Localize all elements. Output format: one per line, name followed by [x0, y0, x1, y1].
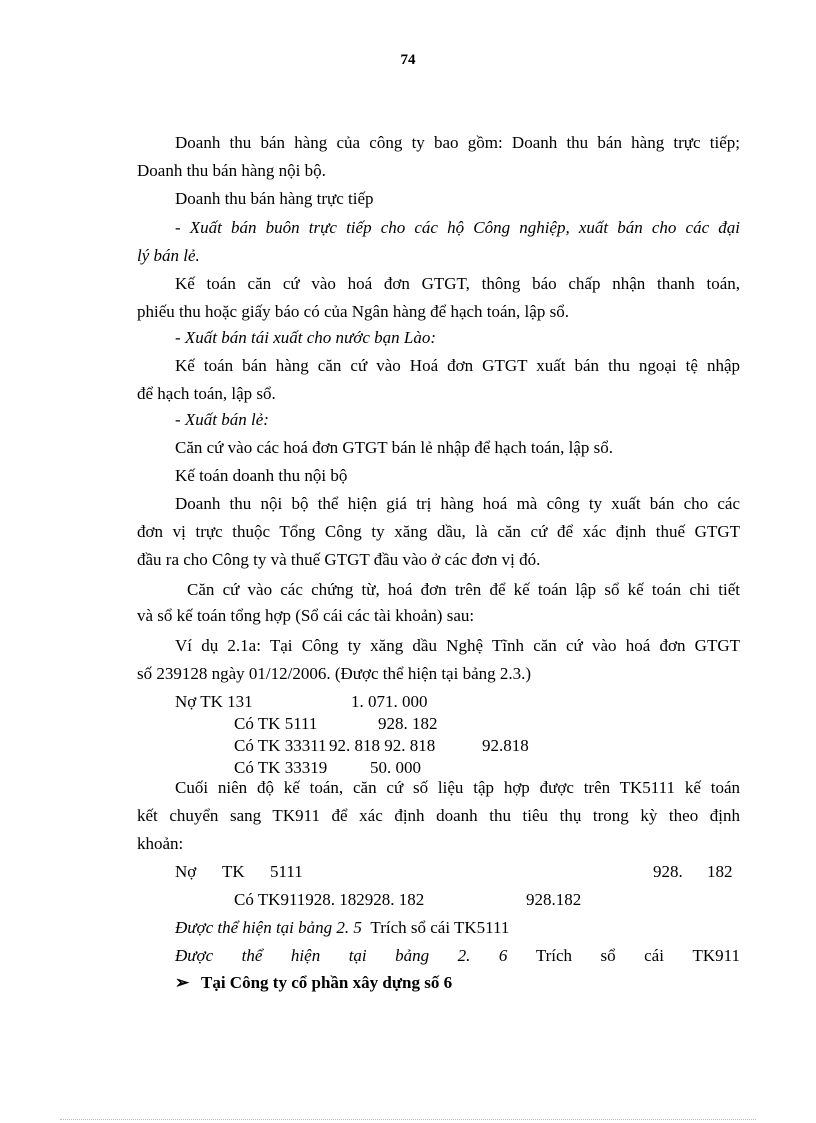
reference-word: sổ	[600, 946, 616, 965]
paragraph-line: Cuối niên độ kế toán, căn cứ số liệu tập hợp được trên TK5111 kế toán	[175, 778, 740, 797]
entry-account: Nợ TK 131	[175, 692, 253, 711]
page-bottom-border	[60, 1119, 756, 1120]
paragraph-line: đơn vị trực thuộc Tổng Công ty xăng dầu, là căn cứ để xác định thuế GTGT	[137, 522, 740, 541]
company-heading	[175, 973, 778, 993]
entry-label: Nợ	[175, 862, 197, 881]
journal-entry-debit	[175, 692, 428, 712]
company-heading-text: Tại Công ty cổ phần xây dựng số 6	[201, 973, 453, 992]
table-reference	[175, 918, 740, 938]
entry-label: TK	[222, 862, 245, 881]
entry-amount: 928.182	[526, 890, 582, 909]
paragraph-line: Ví dụ 2.1a: Tại Công ty xăng dầu Nghệ Tĩnh căn cứ vào hoá đơn GTGT	[175, 636, 740, 655]
bullet-line: - Xuất bán tái xuất cho nước bạn Lào:	[175, 328, 437, 347]
paragraph-line: phiếu thu hoặc giấy báo có của Ngân hàng để hạch toán, lập sổ.	[137, 302, 569, 321]
bullet-line: - Xuất bán buôn trực tiếp cho các hộ Công nghiệp, xuất bán cho các đại	[175, 218, 740, 237]
reference-word: hiện	[290, 946, 321, 965]
paragraph-line: Kế toán bán hàng căn cứ vào Hoá đơn GTGT xuất bán thu ngoại tệ nhập	[175, 356, 740, 375]
paragraph-line: đầu ra cho Công ty và thuế GTGT đầu vào ở các đơn vị đó.	[137, 550, 541, 569]
section-heading: Kế toán doanh thu nội bộ	[175, 466, 348, 485]
bullet-line: - Xuất bán lẻ:	[175, 410, 269, 429]
journal-entry-credit	[234, 758, 421, 778]
paragraph-line: số 239128 ngày 01/12/2006. (Được thể hiện tại bảng 2.3.)	[137, 664, 532, 683]
journal-entry-credit	[234, 736, 529, 756]
paragraph-line: Doanh thu bán hàng của công ty bao gồm: Doanh thu bán hàng trực tiếp;	[175, 133, 740, 152]
entry-account: 5111	[270, 862, 303, 881]
table-reference	[175, 946, 740, 966]
entry-amount: 92.818	[482, 736, 529, 755]
entry-account: Có TK 33311	[234, 736, 327, 755]
paragraph-line: để hạch toán, lập sổ.	[137, 384, 276, 403]
paragraph-line: Doanh thu bán hàng nội bộ.	[137, 161, 326, 180]
entry-amount: 50. 000	[370, 758, 421, 777]
reference-word: thể	[241, 946, 263, 965]
entry-amount: 1. 071. 000	[351, 692, 428, 711]
entry-account: Có TK 5111	[234, 714, 318, 733]
reference-word: cái	[644, 946, 664, 965]
bullet-line: lý bán lẻ.	[137, 246, 200, 265]
entry-account: Có TK911928. 182928. 182	[234, 890, 425, 909]
reference-word: bảng	[395, 946, 430, 965]
reference-label: Trích sổ cái TK5111	[370, 918, 510, 937]
entry-amount: 182	[707, 862, 733, 881]
paragraph-line: kết chuyển sang TK911 để xác định doanh thu tiêu thụ trong kỳ theo định	[137, 806, 740, 825]
page-number: 74	[400, 52, 416, 68]
reference-word: 6	[498, 946, 508, 965]
paragraph-line: Căn cứ vào các chứng từ, hoá đơn trên để kế toán lập sổ kế toán chi tiết	[187, 580, 740, 599]
reference-word: TK911	[692, 946, 740, 965]
reference-word: Trích	[535, 946, 573, 965]
reference-word: Được	[175, 946, 214, 965]
reference-word: tại	[348, 946, 367, 965]
section-heading: Doanh thu bán hàng trực tiếp	[175, 189, 374, 208]
reference-word: 2.	[457, 946, 471, 965]
paragraph-line: khoản:	[137, 834, 184, 853]
paragraph-line: Kế toán căn cứ vào hoá đơn GTGT, thông báo chấp nhận thanh toán,	[175, 274, 740, 293]
entry-amount: 928.	[653, 862, 683, 881]
paragraph-line: Doanh thu nội bộ thể hiện giá trị hàng hoá mà công ty xuất bán cho các	[175, 494, 740, 513]
journal-entry-credit	[234, 714, 438, 734]
closing-entry-credit	[234, 890, 581, 910]
entry-amount: 92. 818 92. 818	[329, 736, 436, 755]
paragraph-line: và sổ kế toán tổng hợp (Sổ cái các tài khoản) sau:	[137, 606, 475, 625]
reference-text: Được thể hiện tại bảng 2. 5	[175, 918, 362, 937]
entry-amount: 928. 182	[378, 714, 438, 733]
arrow-bullet-icon: ➢	[175, 973, 190, 992]
entry-account: Có TK 33319	[234, 758, 328, 777]
paragraph-line: Căn cứ vào các hoá đơn GTGT bán lẻ nhập để hạch toán, lập sổ.	[175, 438, 614, 457]
